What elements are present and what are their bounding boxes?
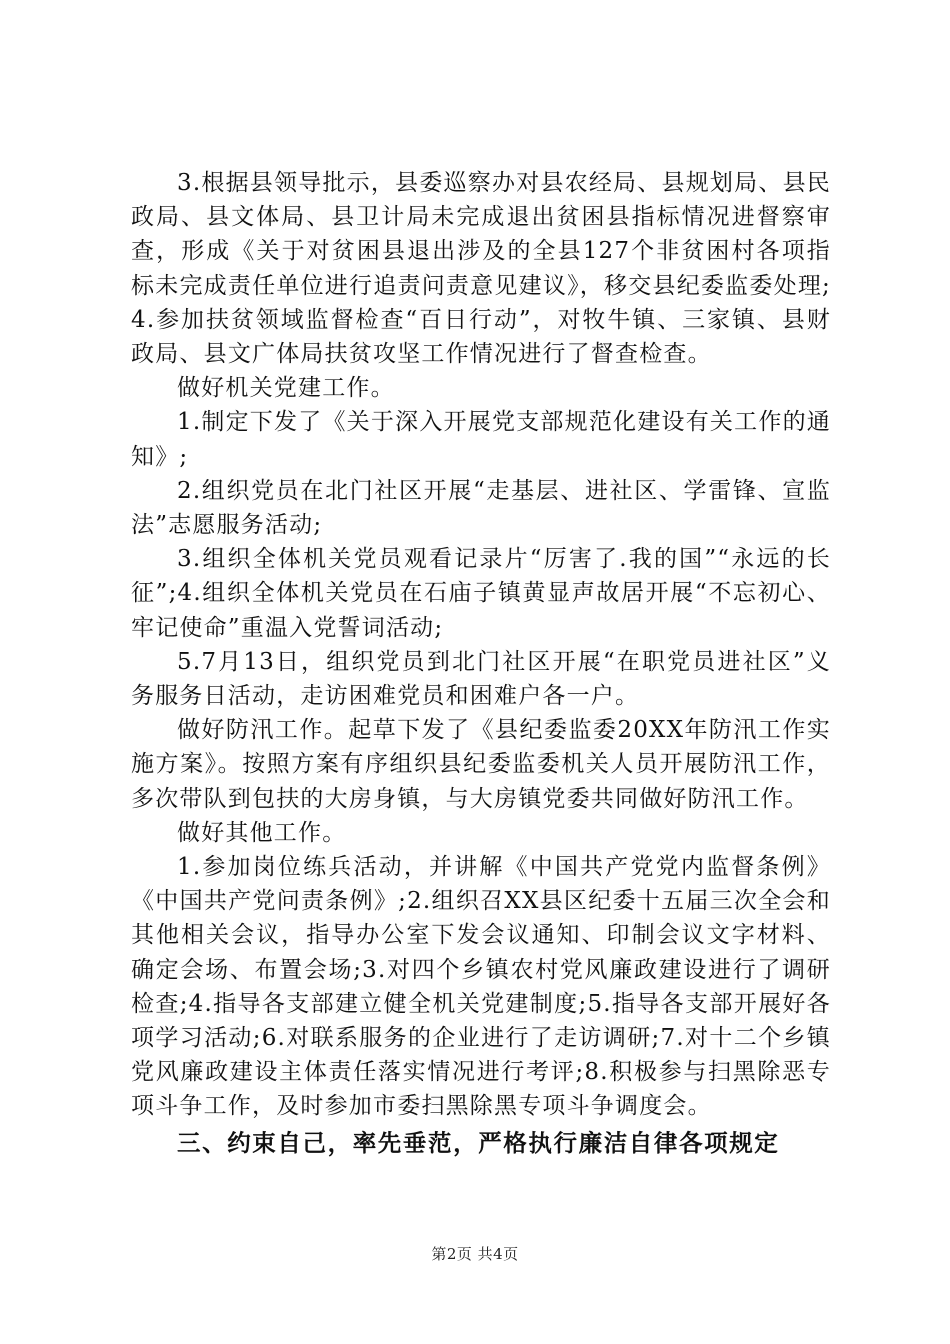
paragraph-party-building-title: 做好机关党建工作。 xyxy=(177,375,395,402)
page-footer xyxy=(0,1243,950,1264)
document-body xyxy=(131,166,831,1162)
paragraph-party-building-item-3-4: 3.组织全体机关党员观看记录片“厉害了.我的国”“永远的长征”;4.组织全体机关党员在石庙子镇黄显声故居开展“不忘初心、牢记使命”重温入党誓词活动; xyxy=(131,546,831,641)
paragraph-flood-control: 做好防汛工作。起草下发了《县纪委监委20XX年防汛工作实施方案》。按照方案有序组织县纪委监委机关人员开展防汛工作，多次带队到包扶的大房身镇，与大房镇党委共同做好防汛工作。 xyxy=(131,717,831,812)
paragraph-inspection-items: 3.根据县领导批示，县委巡察办对县农经局、县规划局、县民政局、县文体局、县卫计局未完成退出贫困县指标情况进督察审查，形成《关于对贫困县退出涉及的全县127个非贫困村各项指标未完成责任单位进行追责问责意见建议》，移交县纪委监委处理;4.参加扶贫领域监督检查“百日行动”，对牧牛镇、三家镇、县财政局、县文广体局扶贫攻坚工作情况进行了督查检查。 xyxy=(131,170,831,368)
section-heading: 三、约束自己，率先垂范，严格执行廉洁自律各项规定 xyxy=(177,1128,780,1157)
paragraph-party-building-item-1: 1.制定下发了《关于深入开展党支部规范化建设有关工作的通知》; xyxy=(131,409,831,470)
paragraph-other-work-title: 做好其他工作。 xyxy=(177,819,347,846)
paragraph-party-building-item-5: 5.7月13日，组织党员到北门社区开展“在职党员进社区”义务服务日活动，走访困难党员和困难户各一户。 xyxy=(131,648,831,710)
page-indicator: 第2页 共4页 xyxy=(431,1245,519,1263)
paragraph-party-building-item-2: 2.组织党员在北门社区开展“走基层、进社区、学雷锋、宣监法”志愿服务活动; xyxy=(131,477,831,539)
paragraph-other-work-items: 1.参加岗位练兵活动，并讲解《中国共产党党内监督条例》《中国共产党问责条例》;2.组织召XX县区纪委十五届三次全会和其他相关会议，指导办公室下发会议通知、印制会议文字材料、确定会场、布置会场;3.对四个乡镇农村党风廉政建设进行了调研检查;4.指导各支部建立健全机关党建制度;5.指导各支部开展好各项学习活动;6.对联系服务的企业进行了走访调研;7.对十二个乡镇党风廉政建设主体责任落实情况进行考评;8.积极参与扫黑除恶专项斗争工作，及时参加市委扫黑除黑专项斗争调度会。 xyxy=(131,854,831,1120)
